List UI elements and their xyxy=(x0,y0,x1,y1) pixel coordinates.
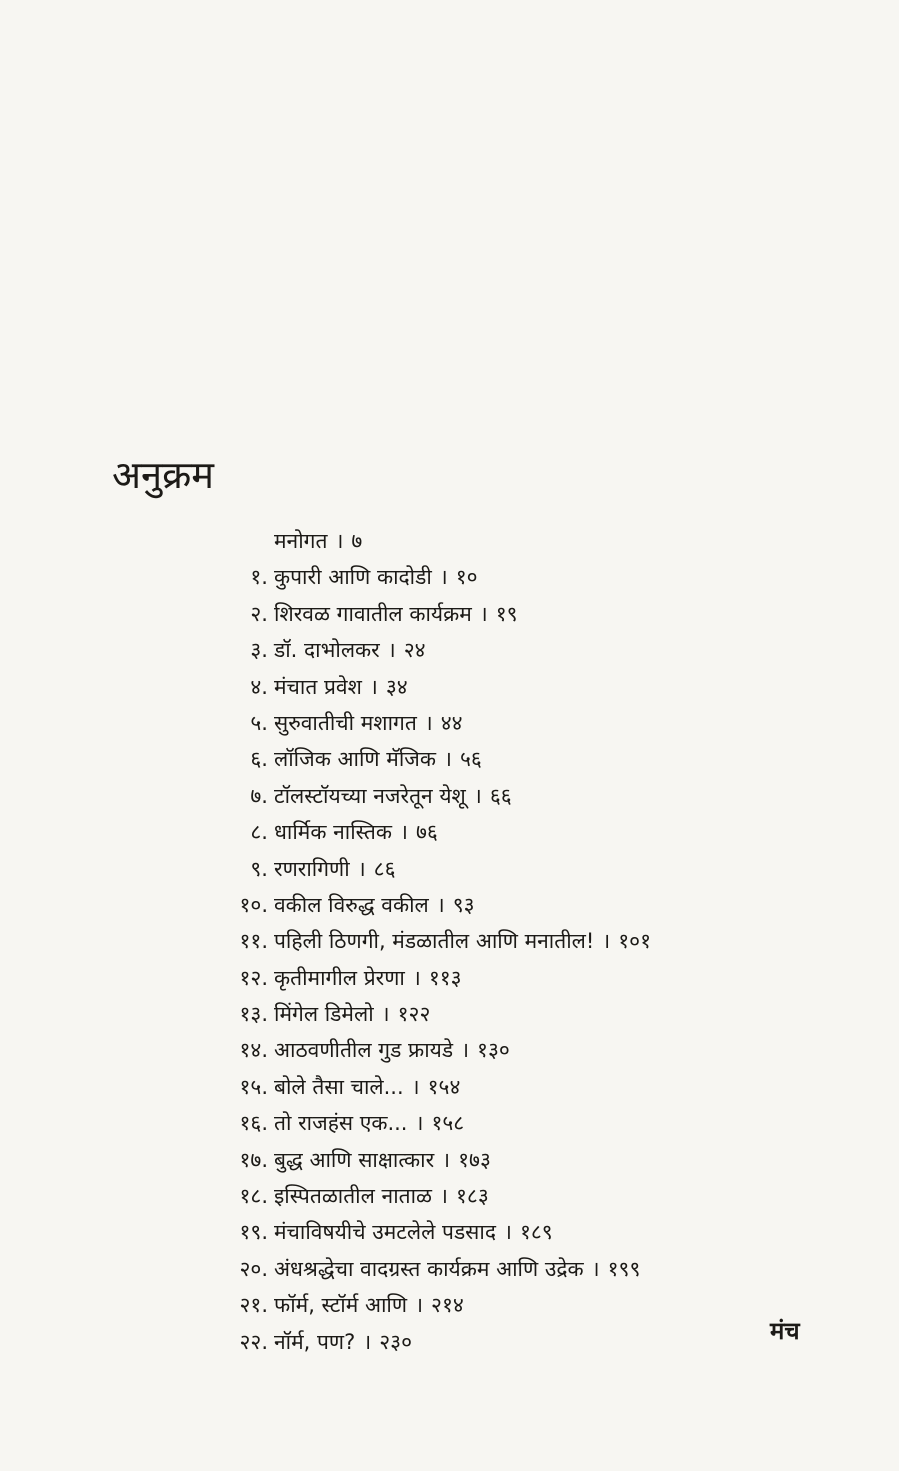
chapter-line xyxy=(268,705,463,741)
toc-entry xyxy=(200,778,800,814)
toc-entry xyxy=(200,1142,800,1178)
chapter-title: डॉ. दाभोलकर xyxy=(274,638,380,663)
page-number: ८६ xyxy=(373,856,396,881)
chapter-number: २. xyxy=(250,601,268,626)
chapter-number: १२. xyxy=(239,965,268,990)
chapter-number: ७. xyxy=(250,783,268,808)
chapter-line xyxy=(268,1324,412,1360)
chapter-title: टॉलस्टॉयच्या नजरेतून येशू xyxy=(274,783,466,808)
page-number: १५८ xyxy=(431,1111,465,1136)
separator: । xyxy=(473,783,482,808)
separator: । xyxy=(399,820,408,845)
chapter-title: अंधश्रद्धेचा वादग्रस्त कार्यक्रम आणि उद्रेक xyxy=(274,1256,584,1281)
page-number: ६६ xyxy=(489,783,512,808)
chapter-line xyxy=(268,1287,464,1323)
chapter-title: लॉजिक आणि मॅजिक xyxy=(274,747,436,772)
chapter-number: २०. xyxy=(239,1256,268,1281)
chapter-title: सुरुवातीची मशागत xyxy=(274,710,417,735)
page-number: १५४ xyxy=(427,1074,461,1099)
separator: । xyxy=(415,1293,424,1318)
chapter-title: आठवणीतील गुड फ्रायडे xyxy=(274,1038,454,1063)
chapter-title: मंचाविषयीचे उमटलेले पडसाद xyxy=(274,1220,496,1245)
separator: । xyxy=(479,601,488,626)
toc-entry xyxy=(200,923,800,959)
chapter-line xyxy=(268,632,426,668)
chapter-number: ६. xyxy=(250,747,268,772)
chapter-number: ८. xyxy=(250,820,268,845)
chapter-number: १६. xyxy=(239,1111,268,1136)
toc-entry xyxy=(200,705,800,741)
separator: । xyxy=(412,965,421,990)
chapter-line xyxy=(268,1178,489,1214)
chapter-line xyxy=(268,1251,640,1287)
toc-entry xyxy=(200,960,800,996)
chapter-number: ३. xyxy=(250,638,268,663)
page-number: १० xyxy=(455,565,478,590)
chapter-line xyxy=(268,596,518,632)
page-number: २४ xyxy=(403,638,426,663)
chapter-title: वकील विरुद्ध वकील xyxy=(274,892,429,917)
page-number: ३४ xyxy=(385,674,408,699)
chapter-number: ४. xyxy=(250,674,268,699)
chapter-line xyxy=(268,778,512,814)
chapter-number: १४. xyxy=(239,1038,268,1063)
separator: । xyxy=(439,565,448,590)
separator: । xyxy=(602,929,611,954)
separator: । xyxy=(442,1147,451,1172)
chapter-number: १३. xyxy=(239,1002,268,1027)
chapter-line xyxy=(268,741,482,777)
chapter-number: ५. xyxy=(250,710,268,735)
chapter-title: नॉर्म, पण? xyxy=(274,1329,356,1354)
toc-entry xyxy=(200,1287,800,1323)
chapter-line xyxy=(268,996,430,1032)
separator: । xyxy=(461,1038,470,1063)
page-number: १०१ xyxy=(618,929,652,954)
page-number: १८९ xyxy=(519,1220,553,1245)
toc-entry xyxy=(200,741,800,777)
chapter-number: १७. xyxy=(239,1147,268,1172)
chapter-title: पहिली ठिणगी, मंडळातील आणि मनातील! xyxy=(274,929,595,954)
chapter-number: १५. xyxy=(239,1074,268,1099)
page-number: ४४ xyxy=(440,710,463,735)
chapter-line xyxy=(268,923,651,959)
chapter-line xyxy=(268,523,362,559)
chapter-line xyxy=(268,1105,464,1141)
chapter-title: धार्मिक नास्तिक xyxy=(274,820,392,845)
page-number: ७६ xyxy=(415,820,438,845)
toc-entry xyxy=(200,669,800,705)
chapter-line xyxy=(268,887,475,923)
chapter-line xyxy=(268,851,396,887)
page-number: २१४ xyxy=(431,1293,464,1318)
chapter-line xyxy=(268,669,408,705)
separator: । xyxy=(503,1220,512,1245)
chapter-title: बुद्ध आणि साक्षात्कार xyxy=(274,1147,435,1172)
chapter-title: इस्पितळातील नाताळ xyxy=(274,1184,433,1209)
chapter-title: फॉर्म, स्टॉर्म आणि xyxy=(274,1293,408,1318)
separator: । xyxy=(411,1074,420,1099)
chapter-number: ११. xyxy=(239,929,268,954)
chapter-title: शिरवळ गावातील कार्यक्रम xyxy=(274,601,472,626)
toc-entry xyxy=(200,996,800,1032)
page-number: १८३ xyxy=(455,1184,489,1209)
separator: । xyxy=(387,638,396,663)
page-number: ७ xyxy=(351,529,363,553)
chapter-line xyxy=(268,960,462,996)
separator: । xyxy=(443,747,452,772)
page-number: ५६ xyxy=(459,747,482,772)
chapter-number: १९. xyxy=(239,1220,268,1245)
page-number: १२२ xyxy=(397,1002,431,1027)
toc-entry xyxy=(200,1105,800,1141)
toc-entry xyxy=(200,632,800,668)
chapter-title: कुपारी आणि कादोडी xyxy=(274,565,432,590)
toc-entry xyxy=(200,559,800,595)
table-of-contents xyxy=(200,523,800,1360)
separator: । xyxy=(415,1111,424,1136)
page-number: २३० xyxy=(379,1329,412,1354)
chapter-number: १. xyxy=(250,565,268,590)
separator: । xyxy=(591,1256,600,1281)
toc-entry xyxy=(200,887,800,923)
chapter-title: मिंगेल डिमेलो xyxy=(274,1002,374,1027)
publisher-mark: मंच xyxy=(770,1317,800,1345)
toc-entry xyxy=(200,596,800,632)
toc-entry xyxy=(200,814,800,850)
page-number: ११३ xyxy=(428,965,462,990)
toc-entry xyxy=(200,1178,800,1214)
chapter-line xyxy=(268,1142,491,1178)
chapter-title: मनोगत xyxy=(274,529,328,553)
chapter-number: २१. xyxy=(239,1293,268,1318)
chapter-number: २२. xyxy=(239,1329,268,1354)
toc-entry xyxy=(200,1324,800,1360)
page-title: अनुक्रम xyxy=(112,453,215,497)
toc-entry xyxy=(200,1069,800,1105)
page-number: १७३ xyxy=(458,1147,491,1172)
toc-entry xyxy=(200,1251,800,1287)
separator: । xyxy=(335,529,344,553)
page-number: १९९ xyxy=(607,1256,641,1281)
separator: । xyxy=(363,1329,372,1354)
separator: । xyxy=(357,856,366,881)
separator: । xyxy=(381,1002,390,1027)
toc-entry xyxy=(200,1032,800,1068)
page-number: ९३ xyxy=(452,892,475,917)
chapter-line xyxy=(268,1032,510,1068)
chapter-line xyxy=(268,1069,460,1105)
chapter-title: तो राजहंस एक... xyxy=(274,1111,408,1136)
toc-entry xyxy=(200,1214,800,1250)
chapter-line xyxy=(268,559,478,595)
separator: । xyxy=(440,1184,448,1209)
chapter-title: कृतीमागील प्रेरणा xyxy=(274,965,405,990)
chapter-line xyxy=(268,814,438,850)
chapter-title: बोले तैसा चाले... xyxy=(274,1074,404,1099)
page-number: १९ xyxy=(495,601,518,626)
toc-entry xyxy=(200,851,800,887)
page-number: १३० xyxy=(477,1038,510,1063)
chapter-number: ९. xyxy=(250,856,268,881)
chapter-title: रणरागिणी xyxy=(274,856,350,881)
chapter-number: १०. xyxy=(239,892,268,917)
separator: । xyxy=(424,710,433,735)
chapter-line xyxy=(268,1214,553,1250)
separator: । xyxy=(436,892,445,917)
separator: । xyxy=(369,674,378,699)
toc-entry xyxy=(200,523,800,559)
chapter-title: मंचात प्रवेश xyxy=(274,674,362,699)
chapter-number: १८. xyxy=(239,1184,268,1209)
